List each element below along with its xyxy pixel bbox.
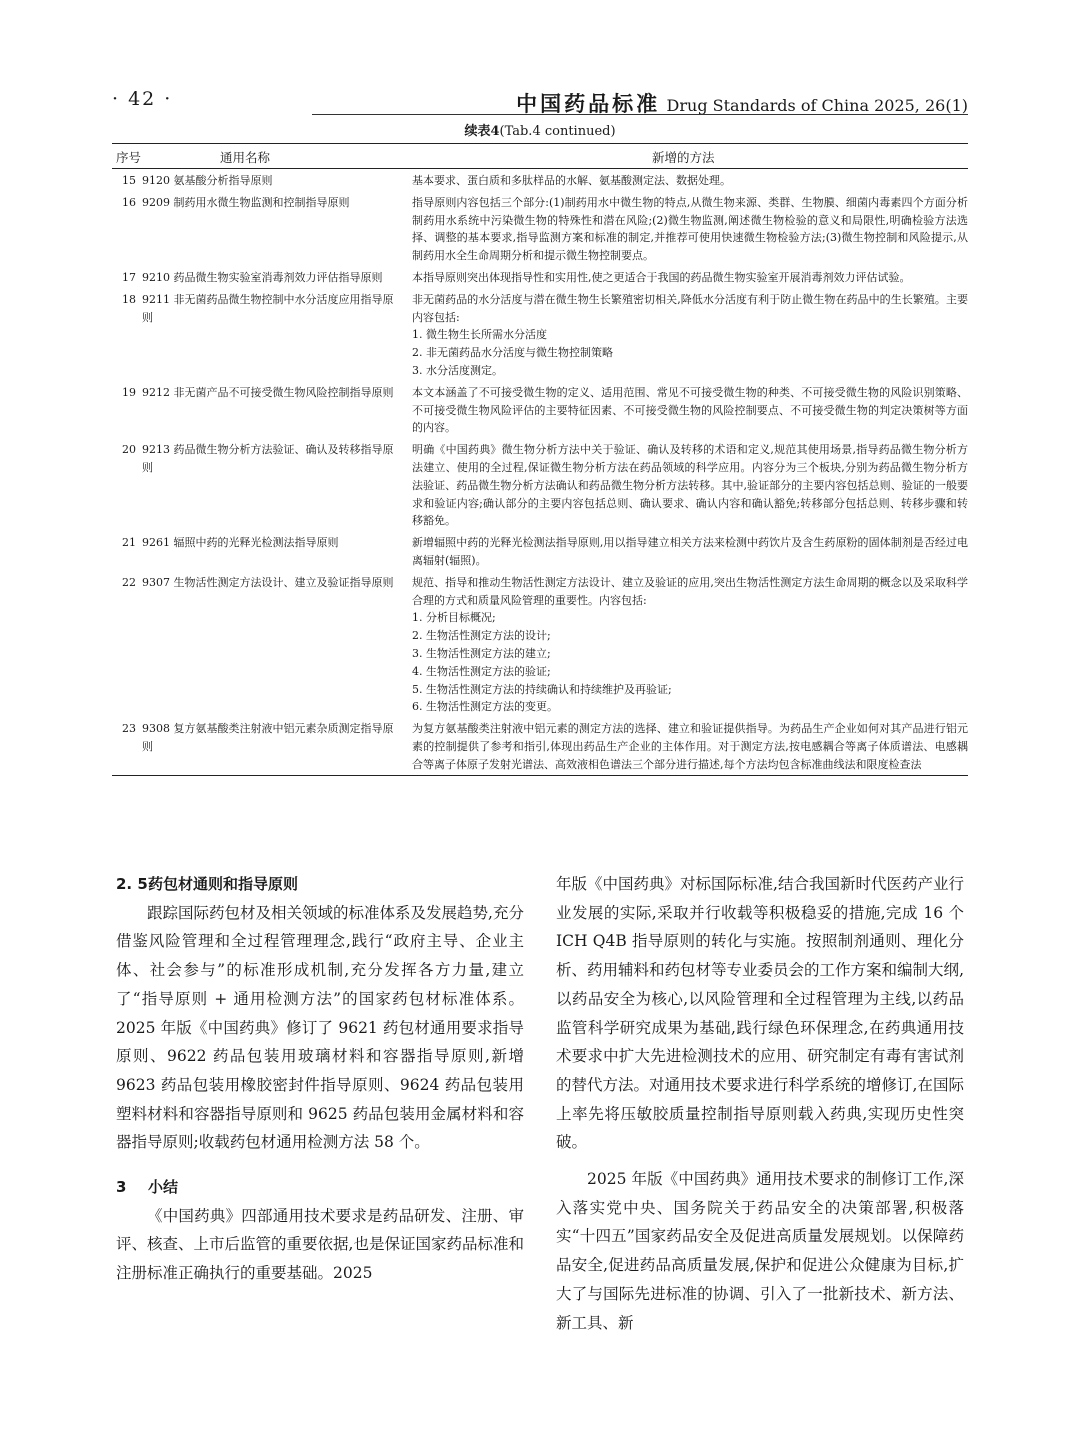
row-description: [412, 269, 968, 287]
header-desc: 新增的方法: [652, 150, 715, 165]
table-row: [112, 438, 968, 531]
journal-title-en: Drug Standards of China 2025, 26(1): [666, 96, 968, 115]
table-caption-en: (Tab.4 continued): [499, 124, 616, 139]
row-name: 9211 非无菌药品微生物控制中水分活度应用指导原则: [142, 292, 394, 324]
section-number: 2. 5: [116, 875, 148, 893]
row-name: 9210 药品微生物实验室消毒剂效力评估指导原则: [142, 270, 383, 284]
table-row: [112, 531, 968, 571]
table-caption: [112, 120, 968, 139]
text-column-right: [556, 870, 964, 1337]
row-description: [412, 291, 968, 380]
row-number: 19: [122, 385, 136, 399]
row-name: 9307 生物活性测定方法设计、建立及验证指导原则: [142, 575, 394, 589]
row-number: 17: [122, 270, 136, 284]
table-row: [112, 381, 968, 438]
header-rule: [312, 114, 968, 115]
row-name: 9120 氨基酸分析指导原则: [142, 174, 273, 187]
description-line: 规范、指导和推动生物活性测定方法设计、建立及验证的应用,突出生物活性测定方法生命周期的概念以及采取科学合理的方式和质量风险管理的重要性。内容包括:: [412, 575, 968, 607]
row-number: 15: [122, 174, 136, 187]
row-name: 9213 药品微生物分析方法验证、确认及转移指导原则: [142, 443, 394, 474]
description-line: 本指导原则突出体现指导性和实用性,使之更适合于我国的药品微生物实验室开展消毒剂效力评估试验。: [412, 270, 911, 284]
row-number: 22: [122, 575, 136, 589]
page-header: [112, 88, 968, 114]
description-line: 指导原则内容包括三个部分:(1)制药用水中微生物的特点,从微生物来源、类群、生物膜、细菌内毒素四个方面分析制药用水系统中污染微生物的特殊性和潜在风险;(2)微生物监测,阐述微生物检验的意义和局限性,明确检验方法选择、调整的基本要求,指导监测方案和标准的制定,并推荐可使用快速微生物检验方法;(3)微生物控制和风险提示,从制药用水全生命周期分析和提示微生物控制要点。: [412, 195, 968, 263]
row-description: [412, 194, 968, 265]
row-number: 18: [122, 292, 136, 306]
description-line: 2. 非无菌药品水分活度与微生物控制策略: [412, 346, 613, 360]
paragraph: 2025 年版《中国药典》通用技术要求的制修订工作,深入落实党中央、国务院关于药品安全的决策部署,积极落实“十四五”国家药品安全及促进高质量发展规划。以保障药品安全,促进药品高质量发展,保护和促进公众健康为目标,扩大了与国际先进标准的协调、引入了一批新技术、新方法、新工具、新: [556, 1170, 964, 1332]
header-name: 通用名称: [220, 150, 271, 165]
table-row: [112, 266, 968, 288]
paragraph: 《中国药典》四部通用技术要求是药品研发、注册、审评、核查、上市后监管的重要依据,也是保证国家药品标准和注册标准正确执行的重要基础。2025: [116, 1206, 524, 1283]
row-number: 16: [122, 195, 136, 209]
text-column-left: [116, 870, 524, 1288]
paragraph: 跟踪国际药包材及相关领域的标准体系及发展趋势,充分借鉴风险管理和全过程管理理念,践行“政府主导、企业主体、社会参与”的标准形成机制,充分发挥各方力量,建立了“指导原则 + 通用检测方法”的国家药包材标准体系。2025 年版《中国药典》修订了 9621 药包材通用要求指导原则、9622 药品包装用玻璃材料和容器指导原则,新增 9623 药品包装用橡胶密封件指导原则、9624 药品包装用塑料材料和容器指导原则和 9625 药品包装用金属材料和容器指导原则;收载药包材通用检测方法 58 个。: [116, 903, 524, 1152]
methods-table: [112, 143, 968, 776]
row-number: 23: [122, 722, 136, 736]
table-body: [112, 169, 968, 775]
row-name: 9212 非无菌产品不可接受微生物风险控制指导原则: [142, 385, 394, 399]
section-number: 3: [116, 1178, 127, 1197]
page-number: · 42 ·: [112, 88, 173, 110]
paragraph: 年版《中国药典》对标国际标准,结合我国新时代医药产业行业发展的实际,采取并行收载等积极稳妥的措施,完成 16 个 ICH Q4B 指导原则的转化与实施。按照制剂通则、理化分析、药用辅料和药包材等专业委员会的工作方案和编制大纲,以药品安全为核心,以风险管理和全过程管理为主线,以药品监管科学研究成果为基础,践行绿色环保理念,在药典通用技术要求中扩大先进检测技术的应用、研究制定有毒有害试剂的替代方法。对通用技术要求进行科学系统的增修订,在国际上率先将压敏胶质量控制指导原则载入药典,实现历史性突破。: [556, 875, 964, 1152]
journal-title-cn: 中国药品标准: [516, 91, 661, 116]
description-line: 6. 生物活性测定方法的变更。: [412, 700, 558, 714]
description-line: 1. 微生物生长所需水分活度: [412, 328, 547, 342]
row-name: 9308 复方氨基酸类注射液中铝元素杂质测定指导原则: [142, 722, 394, 753]
header-no: 序号: [116, 150, 142, 165]
section-heading-3: [116, 1173, 524, 1202]
description-line: 为复方氨基酸类注射液中铝元素的测定方法的选择、建立和验证提供指导。为药品生产企业如何对其产品进行铝元素的控制提供了参考和指引,体现出药品生产企业的主体作用。对于测定方法,按电感耦合等离子体质谱法、电感耦合等离子体原子发射光谱法、高效液相色谱法三个部分进行描述,每个方法均包含标准曲线法和限度检查法: [412, 722, 968, 771]
row-description: [412, 172, 968, 190]
row-description: [412, 720, 968, 773]
row-name: 9209 制药用水微生物监测和控制指导原则: [142, 195, 350, 209]
description-line: 5. 生物活性测定方法的持续确认和持续维护及再验证;: [412, 682, 672, 696]
table-header: [112, 143, 968, 169]
section-title: 小结: [148, 1178, 179, 1197]
row-number: 20: [122, 443, 136, 457]
description-line: 本文本涵盖了不可接受微生物的定义、适用范围、常见不可接受微生物的种类、不可接受微生物的风险识别策略、不可接受微生物风险评估的主要特征因素、不可接受微生物的风险控制要点、不可接受微生物的判定决策树等方面的内容。: [412, 385, 968, 435]
description-line: 1. 分析目标概况;: [412, 611, 496, 625]
table-row: [112, 288, 968, 381]
section-title: 药包材通则和指导原则: [148, 875, 299, 893]
row-description: [412, 574, 968, 716]
table-row: [112, 191, 968, 266]
row-description: [412, 441, 968, 530]
description-line: 明确《中国药典》微生物分析方法中关于验证、确认及转移的术语和定义,规范其使用场景,指导药品微生物分析方法建立、使用的全过程,保证微生物分析方法在药品领域的科学应用。内容分为三个板块,分别为药品微生物分析方法验证、药品微生物分析方法确认和药品微生物分析方法转移。其中,验证部分的主要内容包括总则、验证的一般要求和验证内容;确认部分的主要内容包括总则、确认要求、确认内容和确认豁免;转移部分包括总则、转移步骤和转移豁免。: [412, 443, 968, 528]
table-row: [112, 717, 968, 774]
table-caption-cn: 续表4: [464, 124, 500, 139]
row-description: [412, 534, 968, 570]
description-line: 3. 生物活性测定方法的建立;: [412, 646, 551, 660]
description-line: 2. 生物活性测定方法的设计;: [412, 629, 551, 643]
section-heading-2-5: [116, 870, 524, 899]
description-line: 新增辐照中药的光释光检测法指导原则,用以指导建立相关方法来检测中药饮片及含生药原粉的固体制剂是否经过电离辐射(辐照)。: [412, 536, 968, 567]
row-number: 21: [122, 536, 136, 550]
row-name: 9261 辐照中药的光释光检测法指导原则: [142, 536, 339, 550]
description-line: 非无菌药品的水分活度与潜在微生物生长繁殖密切相关,降低水分活度有利于防止微生物在药品中的生长繁殖。主要内容包括:: [412, 292, 968, 324]
description-line: 基本要求、蛋白质和多肽样品的水解、氨基酸测定法、数据处理。: [412, 174, 731, 187]
description-line: 4. 生物活性测定方法的验证;: [412, 664, 551, 678]
table-bottom-rule: [112, 775, 968, 776]
table-row: [112, 571, 968, 717]
row-description: [412, 384, 968, 437]
table-row: [112, 169, 968, 191]
description-line: 3. 水分活度测定。: [412, 363, 503, 377]
